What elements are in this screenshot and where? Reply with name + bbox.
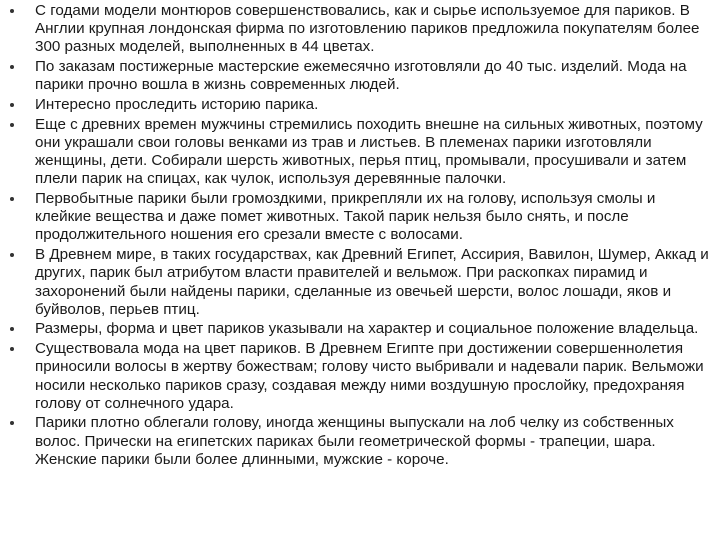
bullet-dot-icon bbox=[10, 65, 14, 69]
bullet-item bbox=[10, 96, 710, 114]
bullet-item bbox=[10, 414, 710, 469]
bullet-text: Еще с древних времен мужчины стремились походить внешне на сильных животных, поэтому они украшали свои головы венками из трав и листьев. В племенах парики изготовляли женщины, дети. Собирали шерсть животных, перья птиц, промывали, просушивали и затем плели парик на спицах, как чулок, используя деревянные палочки. bbox=[35, 115, 703, 188]
bullet-item bbox=[10, 246, 710, 319]
bullet-text: Парики плотно облегали голову, иногда женщины выпускали на лоб челку из собственных волос. Прически на египетских париках были геометрической формы - трапеции, шара. Женские парики были более длинными, мужские - короче. bbox=[35, 414, 674, 468]
bullet-text: По заказам постижерные мастерские ежемесячно изготовляли до 40 тыс. изделий. Мода на парики прочно вошла в жизнь современных людей. bbox=[35, 58, 687, 94]
bullet-dot-icon bbox=[10, 123, 14, 127]
bullet-text: Существовала мода на цвет париков. В Древнем Египте при достижении совершеннолетия приносили волосы в жертву божествам; голову чисто выбривали и надевали парик. Вельможи носили несколько париков сразу, создавая между ними воздушную прослойку, предохраняя голову от солнечного удара. bbox=[35, 340, 704, 412]
bullet-dot-icon bbox=[10, 327, 14, 331]
bullet-dot-icon bbox=[10, 103, 14, 107]
bullet-item bbox=[10, 190, 710, 245]
bullet-text: С годами модели монтюров совершенствовались, как и сырье используемое для париков. В Англии крупная лондонская фирма по изготовлению париков предложила покупателям более 300 разных моделей, выполненных в 44 цветах. bbox=[35, 2, 700, 56]
bullet-item bbox=[10, 2, 710, 57]
bullet-text: Интересно проследить историю парика. bbox=[35, 96, 319, 114]
bullet-item bbox=[10, 58, 710, 94]
bullet-list bbox=[10, 2, 710, 471]
bullet-text: В Древнем мире, в таких государствах, как Древний Египет, Ассирия, Вавилон, Шумер, Аккад и других, парик был атрибутом власти правителей и вельмож. При раскопках пирамид и захоронений были найдены парики, сделанные из овечьей шерсти, волос лошади, яков и буйволов, перьев птиц. bbox=[35, 246, 709, 318]
bullet-dot-icon bbox=[10, 421, 14, 425]
bullet-text: Первобытные парики были громоздкими, прикрепляли их на голову, используя смолы и клейкие вещества и даже помет животных. Такой парик нельзя было снять, и после продолжительного ношения его срезали вместе с волосами. bbox=[35, 190, 656, 244]
bullet-dot-icon bbox=[10, 197, 14, 201]
bullet-item bbox=[10, 116, 710, 189]
bullet-dot-icon bbox=[10, 347, 14, 351]
bullet-text: Размеры, форма и цвет париков указывали на характер и социальное положение владельца. bbox=[35, 320, 699, 338]
bullet-dot-icon bbox=[10, 9, 14, 13]
bullet-dot-icon bbox=[10, 253, 14, 257]
bullet-item bbox=[10, 320, 710, 338]
bullet-item bbox=[10, 340, 710, 413]
